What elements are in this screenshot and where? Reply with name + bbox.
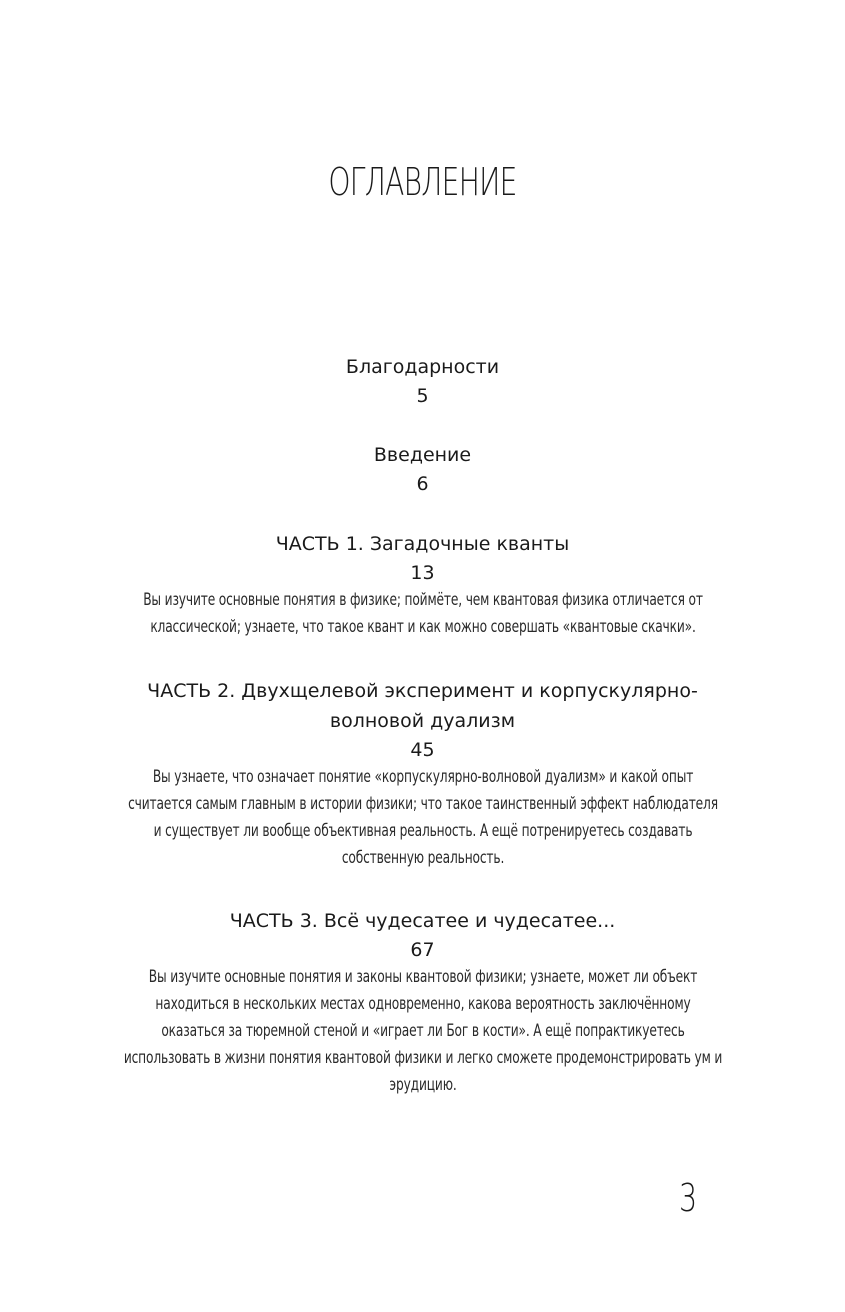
entry-title: ЧАСТЬ 2. Двухщелевой эксперимент и корпускулярно-волновой дуализм <box>147 680 698 732</box>
page-number: 3 <box>679 1176 698 1220</box>
entry-title: Введение <box>373 444 472 466</box>
entry-description: Вы узнаете, что означает понятие «корпускулярно-волновой дуализм» и какой опыт считается самым главным в истории физики; что такое таинственный эффект наблюдателя и существует ли вообще объективная реальность. А ещё потренируетесь создавать собственную реальность. <box>127 767 718 868</box>
entry-page-number: 13 <box>410 562 435 584</box>
table-of-contents <box>0 352 845 1099</box>
entry-page-number: 45 <box>410 739 435 761</box>
entry-page-number: 6 <box>416 473 429 495</box>
toc-entry-part-3 <box>0 906 845 1099</box>
toc-entry-introduction <box>0 440 845 498</box>
entry-page-number: 5 <box>416 385 429 407</box>
page-title: ОГЛАВЛЕНИЕ <box>328 160 517 204</box>
entry-title: ЧАСТЬ 3. Всё чудесатее и чудесатее... <box>229 910 616 932</box>
toc-entry-acknowledgements <box>0 352 845 410</box>
toc-entry-part-2 <box>0 676 845 872</box>
entry-description: Вы изучите основные понятия в физике; поймёте, чем квантовая физика отличается от классической; узнаете, что такое квант и как можно совершать «квантовые скачки». <box>142 590 703 637</box>
entry-description: Вы изучите основные понятия и законы квантовой физики; узнаете, может ли объект находиться в нескольких местах одновременно, какова вероятность заключённому оказаться за тюремной стеной и «играет ли Бог в кости». А ещё попрактикуетесь использовать в жизни понятия квантовой физики и легко сможете продемонстрировать ум и эрудицию. <box>123 967 722 1095</box>
entry-title: Благодарности <box>345 356 500 378</box>
entry-page-number: 67 <box>410 939 435 961</box>
entry-title: ЧАСТЬ 1. Загадочные кванты <box>275 533 570 555</box>
toc-entry-part-1 <box>0 529 845 641</box>
